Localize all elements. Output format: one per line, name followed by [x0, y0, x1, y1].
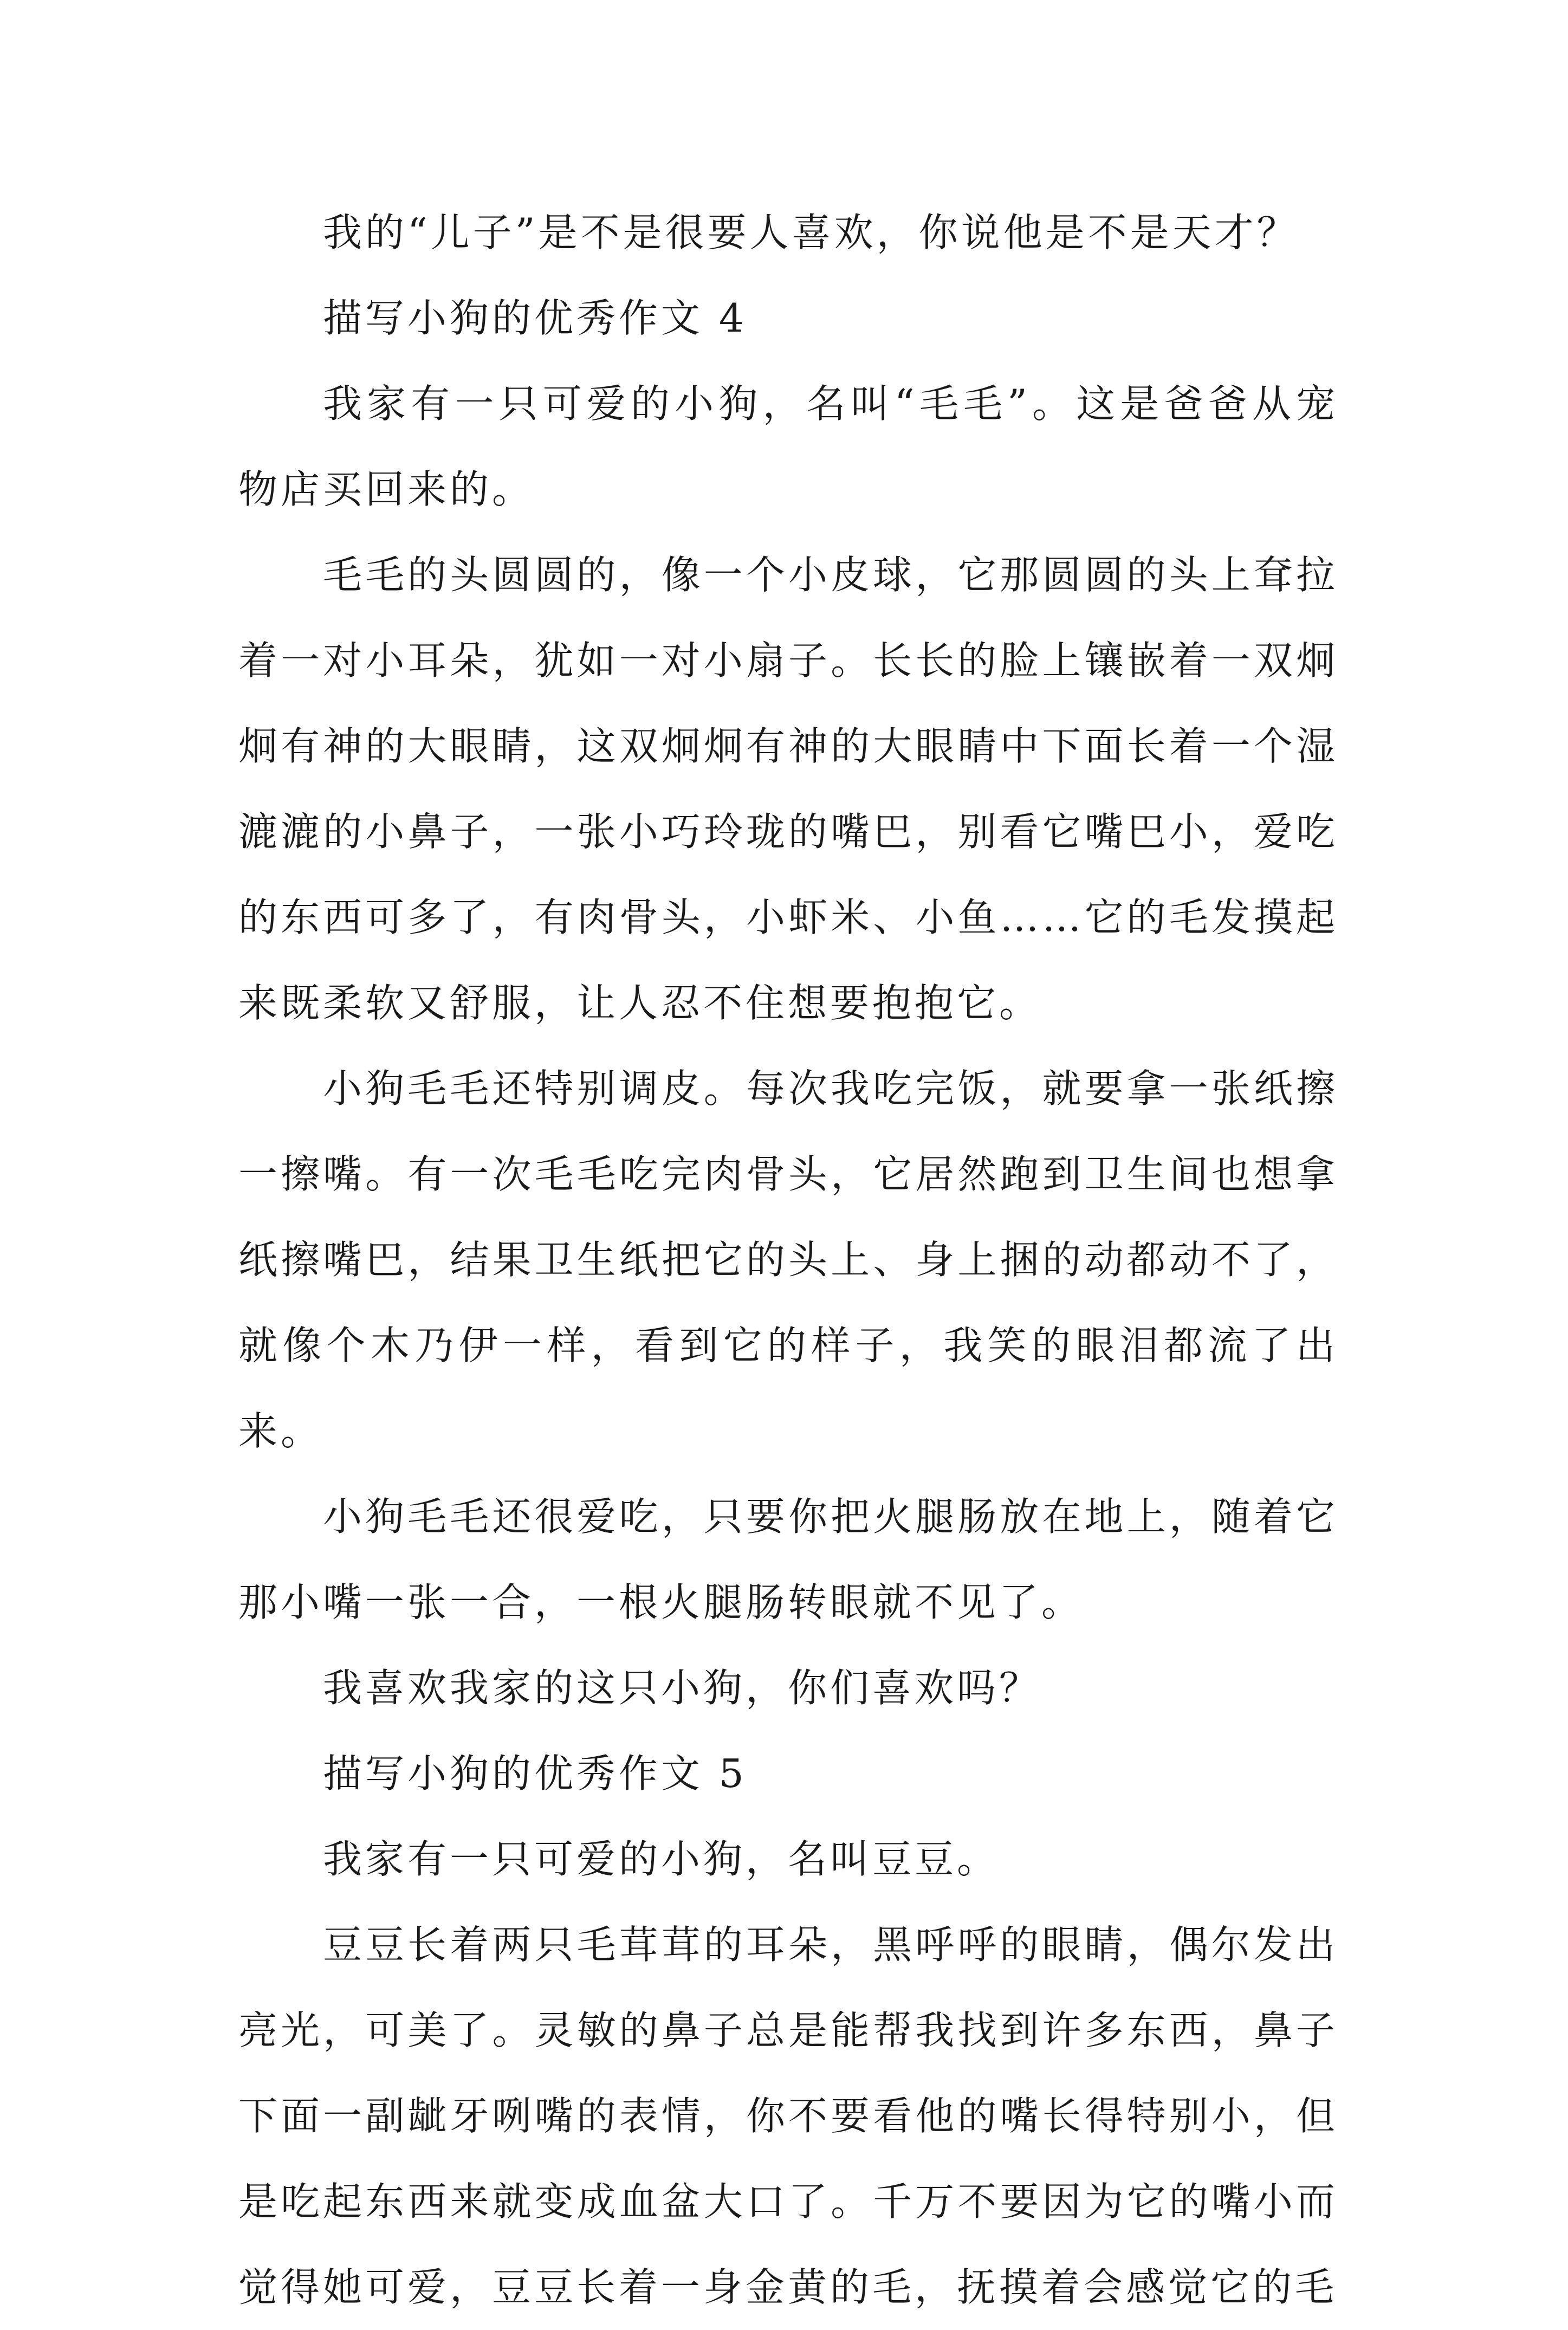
document-body	[238, 190, 1338, 2330]
section-heading: 描写小狗的优秀作文 4	[323, 295, 747, 341]
paragraph: 毛毛的头圆圆的，像一个小皮球，它那圆圆的头上耷拉着一对小耳朵，犹如一对小扇子。长长的脸上镶嵌着一双炯炯有神的大眼睛，这双炯炯有神的大眼睛中下面长着一个湿漉漉的小鼻子，一张小巧玲珑的嘴巴，别看它嘴巴小，爱吃的东西可多了，有肉骨头，小虾米、小鱼……它的毛发摸起来既柔软又舒服，让人忍不住想要抱抱它。	[238, 552, 1338, 1026]
paragraph: 我喜欢我家的这只小狗，你们喜欢吗？	[323, 1665, 1042, 1711]
paragraph: 我家有一只可爱的小狗，名叫“毛毛”。这是爸爸从宠物店买回来的。	[238, 381, 1338, 512]
paragraph: 小狗毛毛还很爱吃，只要你把火腿肠放在地上，随着它那小嘴一张一合，一根火腿肠转眼就不见了。	[238, 1494, 1338, 1625]
paragraph: 我家有一只可爱的小狗，名叫豆豆。	[323, 1836, 1000, 1882]
paragraph: 我的“儿子”是不是很要人喜欢，你说他是不是天才？	[323, 210, 1299, 255]
paragraph: 小狗毛毛还特别调皮。每次我吃完饭，就要拿一张纸擦一擦嘴。有一次毛毛吃完肉骨头，它居然跑到卫生间也想拿纸擦嘴巴，结果卫生纸把它的头上、身上捆的动都动不了，就像个木乃伊一样，看到它的样子，我笑的眼泪都流了出来。	[238, 1066, 1338, 1454]
paragraph: 豆豆长着两只毛茸茸的耳朵，黑呼呼的眼睛，偶尔发出亮光，可美了。灵敏的鼻子总是能帮我找到许多东西，鼻子下面一副龇牙咧嘴的表情，你不要看他的嘴长得特别小，但是吃起东西来就变成血盆大口了。千万不要因为它的嘴小而觉得她可爱，豆豆长着一身金黄的毛，抚摸着会感觉它的毛	[238, 1922, 1338, 2310]
section-heading: 描写小狗的优秀作文 5	[323, 1751, 747, 1796]
